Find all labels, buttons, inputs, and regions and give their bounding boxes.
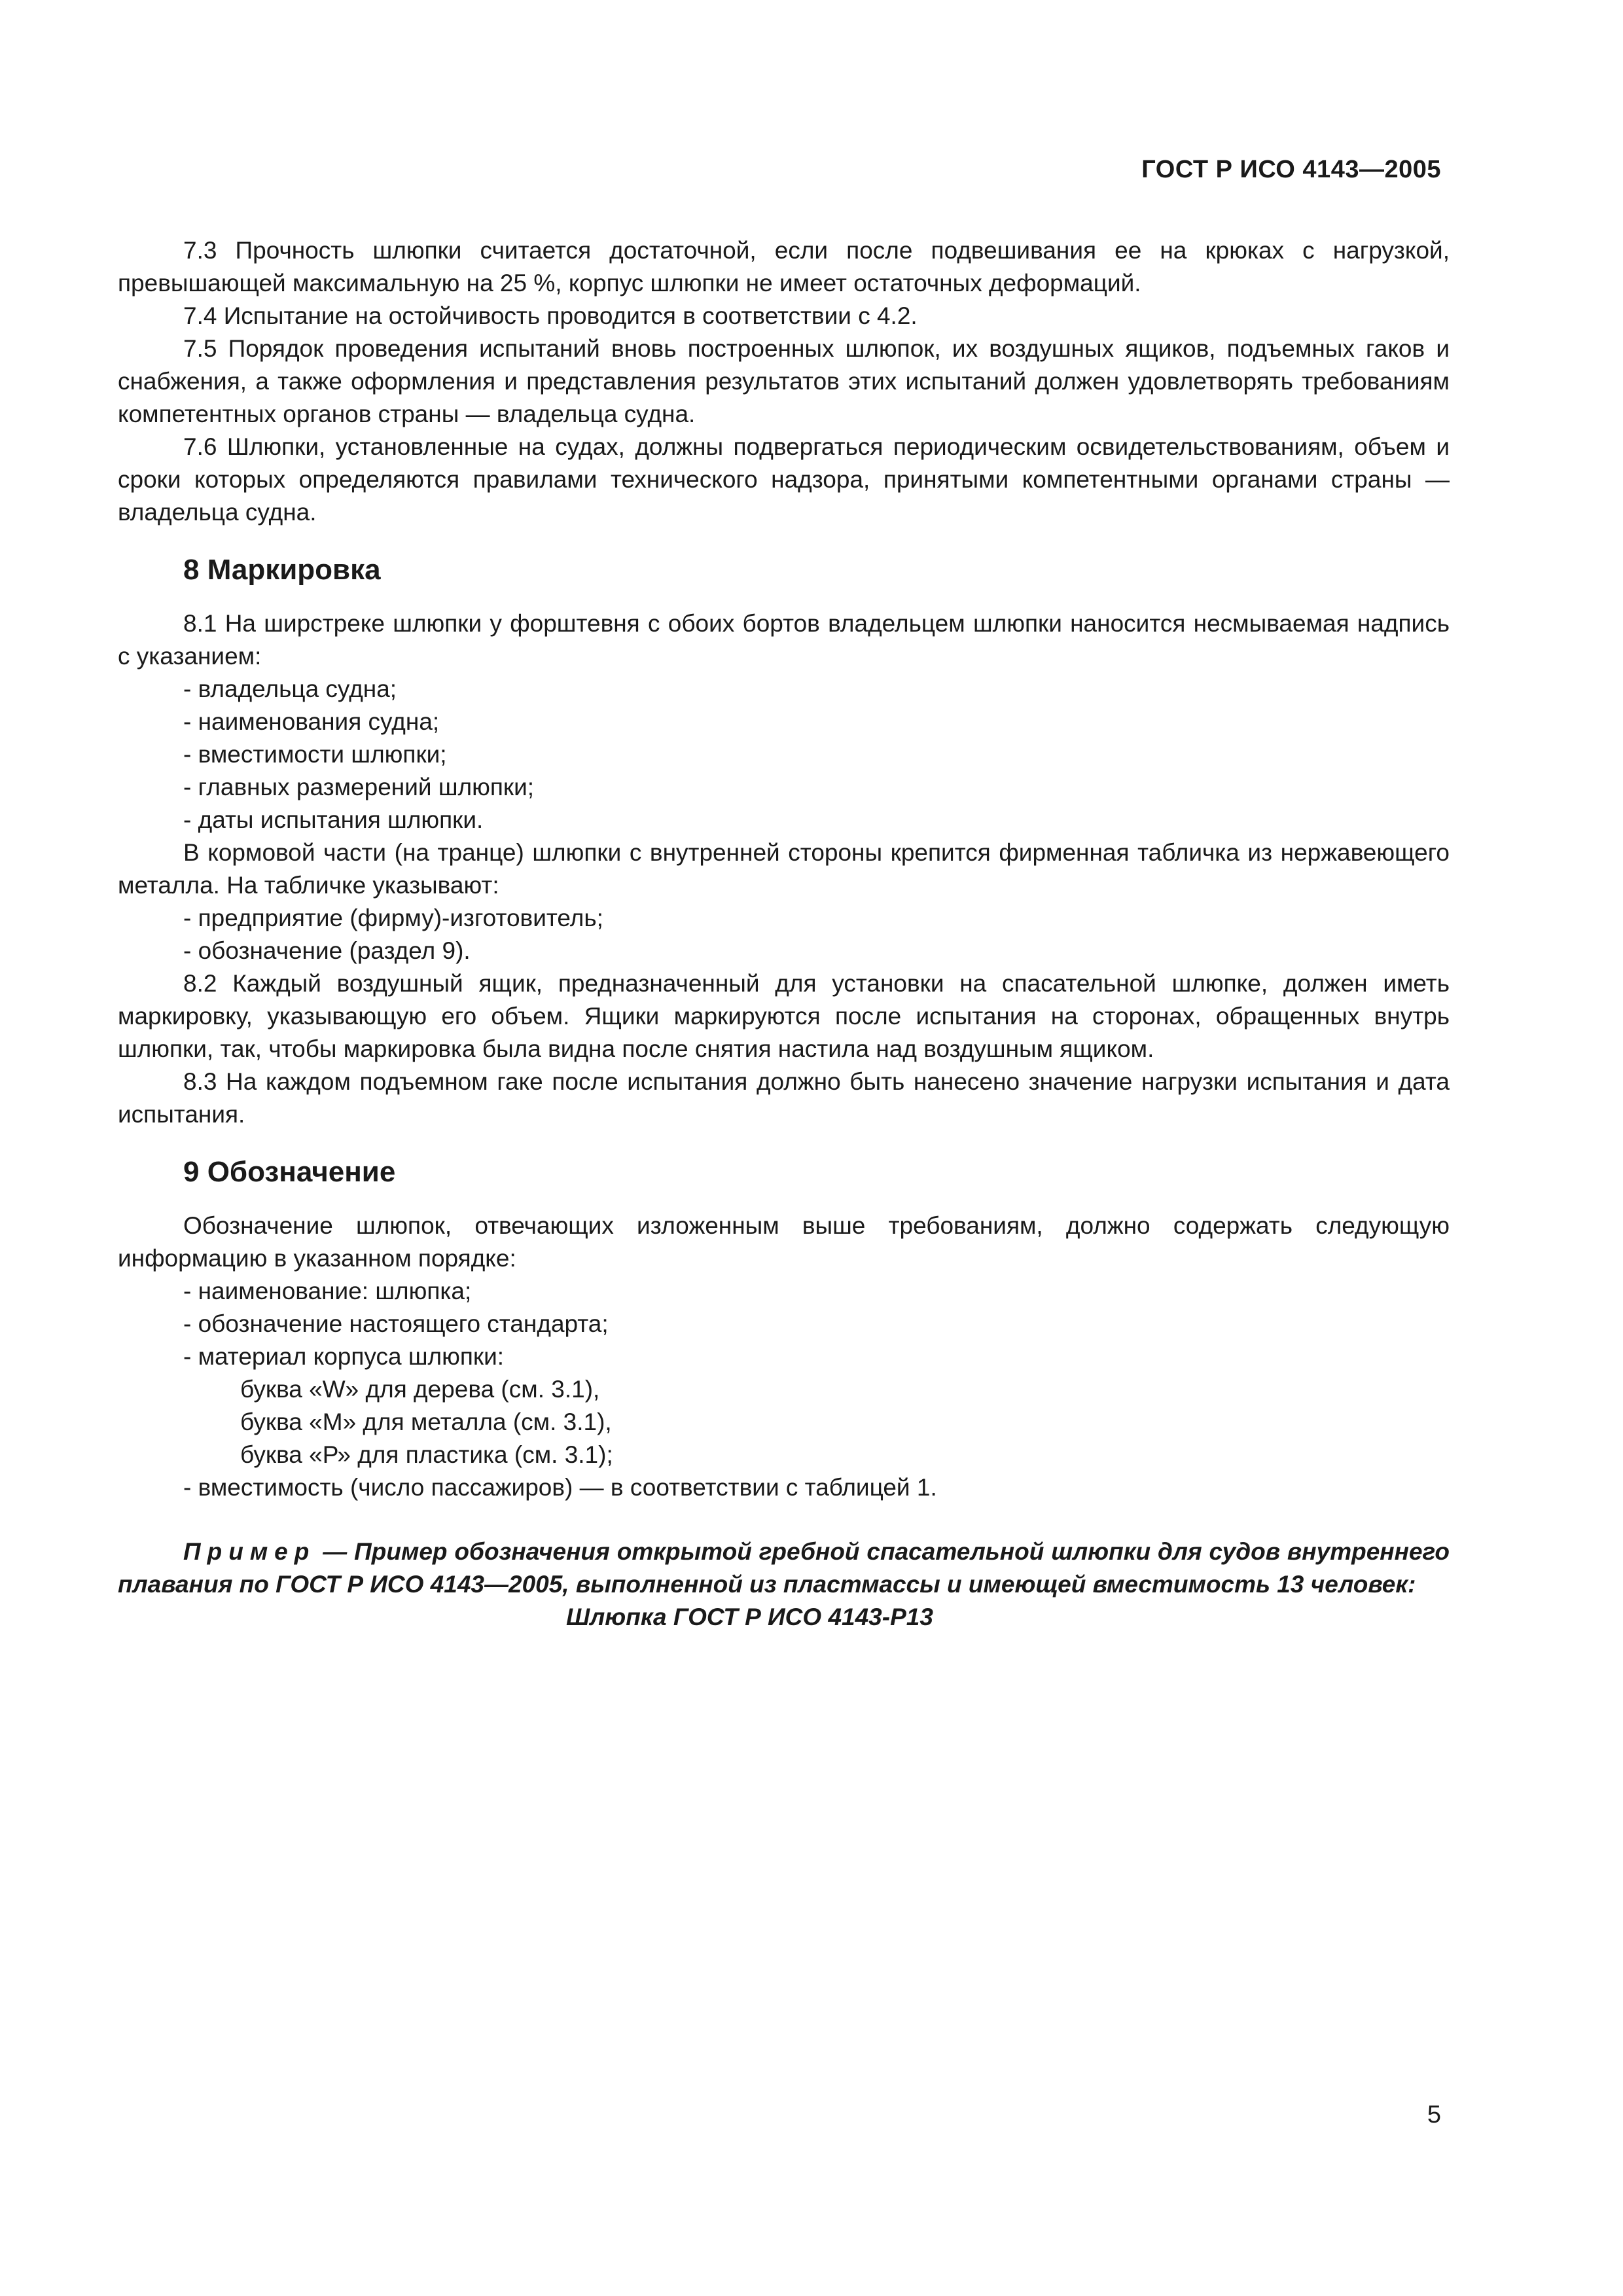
section-8-heading: 8 Маркировка [183,554,381,586]
clause-7-3: 7.3 Прочность шлюпки считается достаточной, если после подвешивания ее на крюках с нагрузкой, превышающей максимальную на 25 %, корпус шлюпки не имеет остаточных деформаций. [118,237,1450,296]
list-item: - обозначение (раздел 9). [183,937,471,964]
sublist-item: буква «М» для металла (см. 3.1), [240,1408,612,1435]
spacer [118,1504,1450,1535]
list-item: - материал корпуса шлюпки: [183,1343,505,1370]
clause-7-4: 7.4 Испытание на остойчивость проводится в соответствии с 4.2. [183,302,918,329]
list-item: - наименования судна; [183,708,440,735]
example-text: — Пример обозначения открытой гребной спасательной шлюпки для судов внутреннего плавания по ГОСТ Р ИСО 4143—2005, выполненной из пластмассы и имеющей вместимость 13 человек: [118,1538,1450,1598]
list-item: - даты испытания шлюпки. [183,806,484,833]
example-note [118,1535,1450,1601]
clause-7-6: 7.6 Шлюпки, установленные на судах, должны подвергаться периодическим освидетельствованиям, объем и сроки которых определяются правилами технического надзора, принятыми компетентными органами страны — владельца судна. [118,433,1450,526]
section-9-heading: 9 Обозначение [183,1156,396,1188]
list-item: - обозначение настоящего стандарта; [183,1310,609,1337]
clause-8-1-plate: В кормовой части (на транце) шлюпки с внутренней стороны крепится фирменная табличка из нержавеющего металла. На табличке указывают: [118,839,1450,899]
clause-8-1: 8.1 На ширстреке шлюпки у форштевня с обоих бортов владельцем шлюпки наносится несмываемая надпись с указанием: [118,610,1450,670]
sublist-item: буква «Р» для пластика (см. 3.1); [240,1441,613,1468]
sublist-item: буква «W» для дерева (см. 3.1), [240,1376,600,1403]
list-item: - владельца судна; [183,675,397,702]
document-code-header: ГОСТ Р ИСО 4143—2005 [1141,156,1441,183]
list-item: - главных размерений шлюпки; [183,774,535,800]
page-content [118,234,1450,1634]
section-9-intro: Обозначение шлюпок, отвечающих изложенным выше требованиям, должно содержать следующую информацию в указанном порядке: [118,1212,1450,1272]
list-item: - вместимость (число пассажиров) — в соответствии с таблицей 1. [183,1474,937,1501]
example-designation: Шлюпка ГОСТ Р ИСО 4143-Р13 [566,1604,933,1630]
list-item: - наименование: шлюпка; [183,1278,472,1304]
clause-8-2: 8.2 Каждый воздушный ящик, предназначенный для установки на спасательной шлюпке, должен иметь маркировку, указывающую его объем. Ящики маркируются после испытания на сторонах, обращенных внутрь шлюпки, так, чтобы маркировка была видна после снятия настила над воздушным ящиком. [118,970,1450,1062]
list-item: - вместимости шлюпки; [183,741,447,768]
example-label: Пример [183,1538,316,1565]
clause-7-5: 7.5 Порядок проведения испытаний вновь построенных шлюпок, их воздушных ящиков, подъемных гаков и снабжения, а также оформления и представления результатов этих испытаний должен удовлетворять требованиям компетентных органов страны — владельца судна. [118,335,1450,427]
page-number: 5 [1427,2101,1441,2128]
clause-8-3: 8.3 На каждом подъемном гаке после испытания должно быть нанесено значение нагрузки испытания и дата испытания. [118,1068,1450,1128]
list-item: - предприятие (фирму)-изготовитель; [183,905,603,931]
